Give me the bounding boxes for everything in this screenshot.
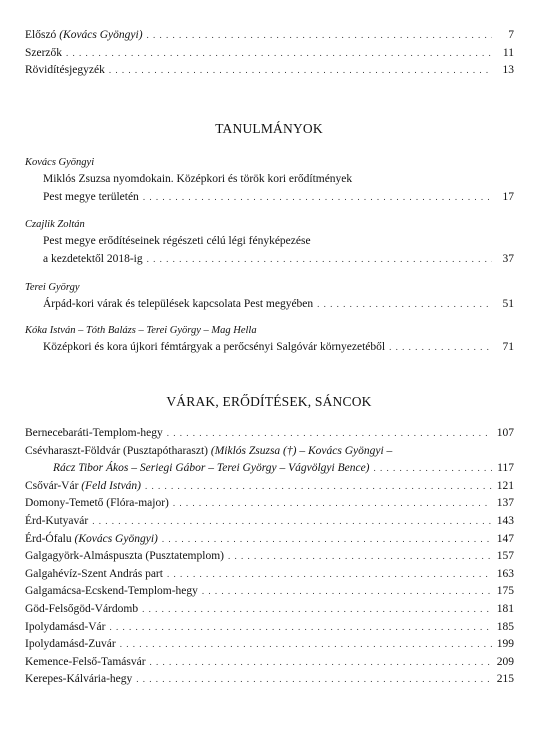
castle-entry[interactable]: Göd-Felsőgöd-Várdomb . . . 181 <box>25 601 514 619</box>
page-number: 107 <box>496 427 514 439</box>
entry-author: (Kovács Gyöngyi) <box>74 532 158 545</box>
page-number: 51 <box>502 298 514 310</box>
castle-entry[interactable]: Érd-Kutyavár . . . 143 <box>25 513 514 531</box>
dot-leader <box>374 460 492 478</box>
dot-leader <box>92 513 492 531</box>
study-entry[interactable] <box>25 155 514 210</box>
castle-entry[interactable]: Érd-Ófalu (Kovács Gyöngyi) . . . 147 <box>25 531 514 549</box>
entry-title: Szerzők <box>25 46 63 59</box>
dot-leader <box>109 619 492 637</box>
study-entry[interactable] <box>25 323 514 361</box>
page-number: 181 <box>496 602 514 615</box>
front-matter <box>25 27 514 80</box>
study-entry[interactable] <box>25 217 514 273</box>
study-entry[interactable] <box>25 280 514 318</box>
study-author: Czajlik Zoltán <box>25 219 85 230</box>
dot-leader <box>173 495 492 513</box>
page-number: 117 <box>497 462 514 475</box>
study-title-line: Miklós Zsuzsa nyomdokain. Középkori és török kori erődítmények <box>43 173 353 185</box>
toc-entry-abbreviations[interactable] <box>25 62 514 80</box>
dot-leader <box>136 671 492 689</box>
study-author: Terei György <box>25 282 80 293</box>
study-title-last-line: Középkori és kora újkori fémtárgyak a perőcsényi Salgóvár környezetéből . . . 71 <box>25 339 514 357</box>
dot-leader <box>167 566 492 584</box>
dot-leader <box>228 548 492 566</box>
entry-author: (Feld István) <box>81 479 142 492</box>
dot-leader <box>150 654 492 672</box>
dot-leader <box>202 583 492 601</box>
page-number: 175 <box>496 585 514 598</box>
page-number: 199 <box>496 638 514 651</box>
castle-entry[interactable]: Galgahévíz-Szent András part . . . 163 <box>25 566 514 584</box>
dot-leader <box>66 45 492 63</box>
page-number: 137 <box>496 497 514 510</box>
study-title-last-line: Árpád-kori várak és települések kapcsolata Pest megyében . . . 51 <box>25 296 514 314</box>
dot-leader <box>145 478 492 496</box>
castle-entry[interactable]: Bernecebaráti-Templom-hegy . . . 107 <box>25 425 514 443</box>
toc-entry-preface[interactable] <box>25 27 514 45</box>
dot-leader <box>389 339 492 357</box>
study-author: Kóka István – Tóth Balázs – Terei György – Mag Hella <box>25 325 257 336</box>
dot-leader <box>143 189 492 207</box>
page-number: 185 <box>496 620 514 633</box>
castle-entry[interactable]: Galgamácsa-Ecskend-Templom-hegy . . . 175 <box>25 583 514 601</box>
page-number: 215 <box>496 673 514 686</box>
castle-entry[interactable] <box>25 443 514 478</box>
page-number: 143 <box>496 514 514 527</box>
entry-title: Előszó (Kovács Gyöngyi) <box>25 29 143 41</box>
castle-entry[interactable]: Kemence-Felső-Tamásvár . . . 209 <box>25 654 514 672</box>
toc-entry-authors[interactable] <box>25 45 514 63</box>
dot-leader <box>147 251 492 269</box>
study-title-line: Pest megye erődítéseinek régészeti célú légi fényképezése <box>43 235 311 247</box>
dot-leader <box>162 531 492 549</box>
castle-entry[interactable]: Csővár-Vár (Feld István) . . . 121 <box>25 478 514 496</box>
castle-title-line: Csévharaszt-Földvár (Pusztapótharaszt) (Miklós Zsuzsa (†) – Kovács Gyöngyi – <box>25 444 393 457</box>
dot-leader <box>317 296 492 314</box>
page-number: 121 <box>496 479 514 492</box>
page-number: 147 <box>496 532 514 545</box>
page-number: 7 <box>508 29 514 41</box>
page-number: 13 <box>502 64 514 77</box>
entry-author: (Miklós Zsuzsa (†) – Kovács Gyöngyi – <box>210 444 393 457</box>
study-title-last-line: Pest megye területén . . . 17 <box>25 189 514 207</box>
page-number: 157 <box>496 550 514 563</box>
dot-leader <box>142 601 492 619</box>
entry-author-cont: Rácz Tibor Ákos – Seriegi Gábor – Terei György – Vágvölgyi Bence) <box>53 462 370 475</box>
dot-leader <box>120 636 492 654</box>
castle-entry[interactable]: Ipolydamásd-Vár . . . 185 <box>25 619 514 637</box>
castle-title-last-line <box>25 460 514 478</box>
castle-entry[interactable]: Ipolydamásd-Zuvár . . . 199 <box>25 636 514 654</box>
studies-list <box>25 155 514 361</box>
study-title-last-line: a kezdetektől 2018-ig . . . 37 <box>25 251 514 269</box>
page-number: 163 <box>496 567 514 580</box>
page-number: 37 <box>502 252 514 265</box>
dot-leader <box>147 27 492 45</box>
section-heading-studies: TANULMÁNYOK <box>215 121 323 136</box>
page-number: 11 <box>502 46 514 59</box>
castle-entry[interactable]: Domony-Temető (Flóra-major) . . . 137 <box>25 495 514 513</box>
section-heading-castles: VÁRAK, ERŐDÍTÉSEK, SÁNCOK <box>166 394 372 409</box>
page-number: 17 <box>502 190 514 203</box>
dot-leader <box>109 62 492 80</box>
castles-list <box>25 425 514 689</box>
castle-entry[interactable]: Kerepes-Kálvária-hegy . . . 215 <box>25 671 514 689</box>
page-number: 209 <box>496 655 514 668</box>
page-number: 71 <box>502 341 514 353</box>
entry-title: Rövidítésjegyzék <box>25 64 105 77</box>
study-author: Kovács Gyöngyi <box>25 157 95 168</box>
castle-entry[interactable]: Galgagyörk-Almáspuszta (Pusztatemplom) . . . 157 <box>25 548 514 566</box>
entry-author: (Kovács Gyöngyi) <box>59 29 143 41</box>
dot-leader <box>167 425 492 443</box>
